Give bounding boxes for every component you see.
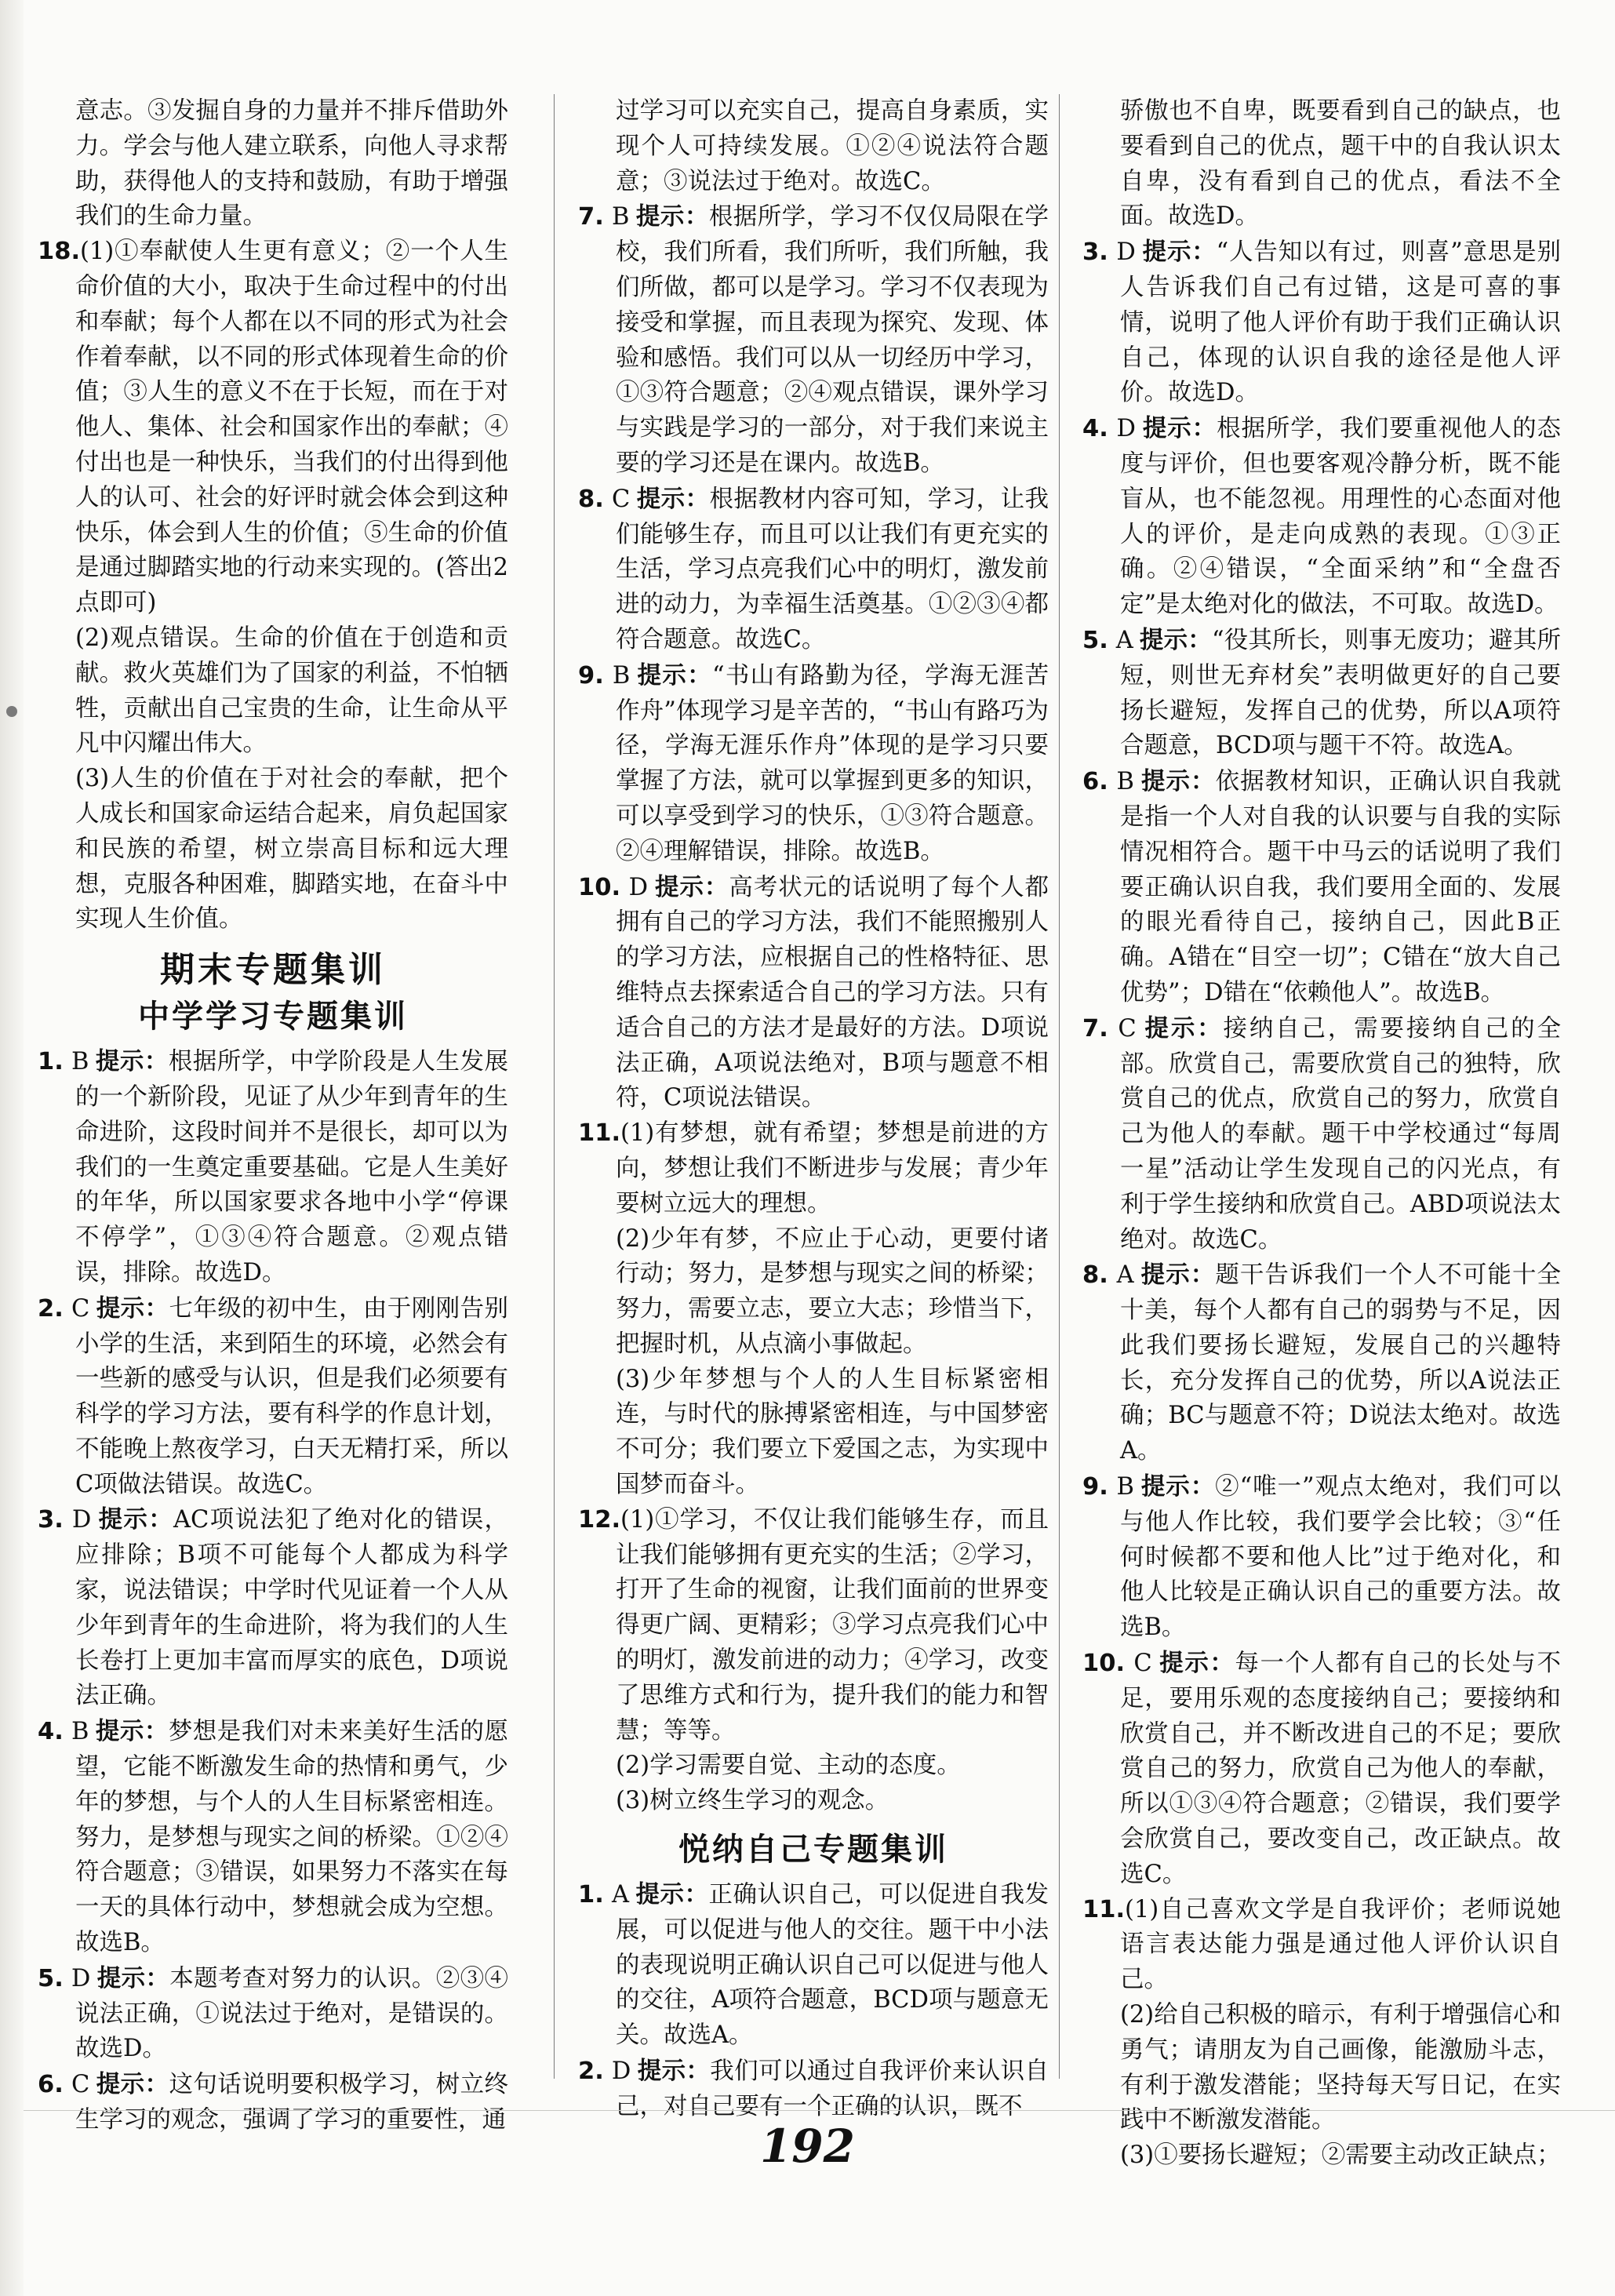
- subsection-title: 悦纳自己专题集训: [678, 1832, 948, 1868]
- answer-explanation: 题干告诉我们一个人不可能十全十美，每个人都有自己的弱势与不足，因此我们要扬长避短，发展自己的兴趣特长，充分发挥自己的优势，所以A说法正确；BC与题意不符；D说法太绝对。故选A。: [1120, 1261, 1562, 1465]
- answer-explanation: AC项说法犯了绝对化的错误，应排除；B项不可能每个人都成为科学家，说法错误；中学时代见证着一个人从少年到青年的生命进阶，将为我们的人生长卷打上更加丰富而厚实的底色，D项说法正确。: [75, 1506, 508, 1710]
- question-18: 18.(1)①奉献使人生更有意义；②一个人生命价值的大小，取决于生命过程中的付出和奉献；每个人都在以不同的形式为社会作着奉献，以不同的形式体现着生命的价值；③人生的意义不在于长短，而在于对他人、集体、社会和国家作出的奉献；④付出也是一种快乐，当我们的付出得到他人的认可、社会的好评时就会体会到这种快乐，体会到人生的价值；⑤生命的价值是通过脚踏实地的行动来实现的。(答出2点即可): [38, 238, 508, 617]
- answer-explanation: 高考状元的话说明了每个人都拥有自己的学习方法，我们不能照搬别人的学习方法，应根据自己的性格特征、思维特点去探索适合自己的学习方法。只有适合自己的方法才是最好的方法。D项说法正确，A项说法绝对，B项与题意不相符，C项说法错误。: [616, 873, 1049, 1112]
- continuation-text: 过学习可以充实自己，提高自身素质，实现个人可持续发展。①②④说法符合题意；③说法过于绝对。故选C。: [616, 97, 1049, 195]
- hint-label: 提示：: [1141, 238, 1217, 267]
- answer-explanation: 根据所学，中学阶段是人生发展的一个新阶段，见证了从少年到青年的生命进阶，这段时间并不是很长，却可以为我们的一生奠定重要基础。它是人生美好的年华，所以国家要求各地中小学“停课不停学”，①③④符合题意。②观点错误，排除。故选D。: [75, 1048, 508, 1286]
- question-number: 1.: [38, 1048, 64, 1076]
- answer-explanation: 七年级的初中生，由于刚刚告别小学的生活，来到陌生的环境，必然会有一些新的感受与认识，但是我们必须要有科学的学习方法，要有科学的作息计划，不能晚上熬夜学习，白天无精打采，所以C项做法错误。故选C。: [75, 1294, 509, 1498]
- question-number: 10.: [578, 873, 621, 901]
- answer-explanation: “书山有路勤为径，学海无涯苦作舟”体现学习是辛苦的，“书山有路巧为径，学海无涯乐作舟”体现的是学习只要掌握了方法，就可以掌握到更多的知识，可以享受到学习的快乐，①③符合题意。②④理解错误，排除。故选B。: [616, 661, 1049, 865]
- answer-letter: A: [1116, 1261, 1134, 1290]
- answer-list: [578, 199, 1049, 1116]
- answer-letter: D: [1116, 238, 1136, 267]
- hint-label: 提示：: [96, 1963, 170, 1992]
- answer-item: [1082, 235, 1561, 411]
- answer-item: [38, 1961, 508, 2067]
- answer-letter: D: [611, 2058, 631, 2086]
- question-12: 12.(1)①学习，不仅让我们能够生存，而且让我们能够拥有更充实的生活；②学习，打开了生命的视窗，让我们面前的世界变得更广阔、更精彩；③学习点亮我们心中的明灯，激发前进的动力；④学习，改变了思维方式和行为，提升我们的能力和智慧；等等。: [578, 1505, 1049, 1745]
- binding-gutter: [0, 0, 24, 2296]
- answer-explanation: 每一个人都有自己的长处与不足，要用乐观的态度接纳自己；要接纳和欣赏自己，并不断改进自己的不足；要欣赏自己的努力，欣赏自己为他人的奉献，所以①③④符合题意；②错误，我们要学会欣赏自己，要改变自己，改正缺点。故选C。: [1120, 1650, 1562, 1888]
- answer-letter: D: [71, 1964, 91, 1992]
- question-18-part-2: (2)观点错误。生命的价值在于创造和贡献。救火英雄们为了国家的利益，不怕牺牲，贡献出自己宝贵的生命，让生命从平凡中闪耀出伟大。: [75, 624, 508, 758]
- question-number: 2.: [38, 1294, 64, 1323]
- answer-list: [1082, 235, 1561, 1892]
- question-11-part-3: (3)少年梦想与个人的人生目标紧密相连，与时代的脉搏紧密相连，与中国梦密不可分；我们要立下爱国之志，为实现中国梦而奋斗。: [616, 1365, 1049, 1499]
- hint-label: 提示：: [1142, 1013, 1224, 1042]
- question-number: 5.: [38, 1964, 64, 1992]
- answer-item: [1082, 1011, 1561, 1258]
- answer-item: [38, 1714, 508, 1961]
- answer-explanation: 根据所学，学习不仅仅局限在学校，我们所看，我们所听，我们所触，我们所做，都可以是学习。学习不仅表现为接受和掌握，而且表现为探究、发现、体验和感悟。我们可以从一切经历中学习，①③符合题意；②④观点错误，课外学习与实践是学习的一部分，对于我们来说主要的学习还是在课内。故选B。: [616, 203, 1049, 477]
- hint-label: 提示：: [95, 1047, 169, 1076]
- question-number: 3.: [38, 1506, 64, 1534]
- column-2: [578, 94, 1049, 2125]
- hint-label: 提示：: [635, 202, 709, 231]
- question-number: 2.: [578, 2058, 604, 2086]
- hint-label: 提示：: [1140, 1261, 1216, 1290]
- answer-letter: B: [611, 203, 630, 231]
- question-number: 5.: [1082, 626, 1108, 654]
- answer-item: [578, 199, 1049, 481]
- question-12-part-3: (3)树立终生学习的观念。: [616, 1787, 889, 1815]
- answer-letter: B: [71, 1048, 89, 1076]
- question-number: 7.: [1082, 1014, 1108, 1042]
- answer-letter: D: [71, 1506, 92, 1534]
- question-11: 11.(1)有梦想，就有希望；梦想是前进的方向，梦想让我们不断进步与发展；青少年要树立远大的理想。: [578, 1119, 1049, 1217]
- hint-label: 提示：: [96, 1294, 169, 1323]
- answer-letter: C: [71, 1294, 90, 1323]
- answer-explanation: 本题考查对努力的认识。②③④说法正确，①说法过于绝对，是错误的。故选D。: [75, 1964, 509, 2063]
- answer-letter: B: [1116, 768, 1134, 796]
- answer-letter: B: [1116, 1473, 1134, 1501]
- hint-label: 提示：: [95, 1717, 169, 1746]
- answer-item: [578, 658, 1049, 870]
- answer-explanation: 根据教材内容可知，学习，让我们能够生存，而且可以让我们有更充实的生活，学习点亮我们心中的明灯，激发前进的动力，为幸福生活奠基。①②③④都符合题意。故选C。: [616, 485, 1049, 653]
- question-number: 8.: [578, 485, 604, 513]
- question-11: 11.(1)自己喜欢文学是自我评价；老师说她语言表达能力强是通过他人评价认识自己。: [1082, 1895, 1561, 1994]
- answer-letter: C: [71, 2071, 90, 2099]
- answer-explanation: 依据教材知识，正确认识自我就是指一个人对自我的认识要与自我的实际情况相符合。题干中马云的话说明了我们要正确认识自我，我们要用全面的、发展的眼光看待自己，接纳自己，因此B正确。A错在“目空一切”；C错在“放大自己优势”；D错在“依赖他人”。故选B。: [1120, 768, 1561, 1006]
- question-number: 7.: [578, 203, 604, 231]
- column-3: [1082, 94, 1561, 2174]
- hint-label: 提示：: [1140, 767, 1216, 796]
- question-number: 10.: [1082, 1650, 1126, 1678]
- answer-explanation: 接纳自己，需要接纳自己的全部。欣赏自己，需要欣赏自己的独特，欣赏自己的优点，欣赏自己的努力，欣赏自己为他人的奉献。题干中学校通过“每周一星”活动让学生发现自己的闪光点，有利于学生接纳和欣赏自己。ABD项说法太绝对。故选C。: [1120, 1014, 1561, 1254]
- question-12-part-2: (2)学习需要自觉、主动的态度。: [616, 1752, 961, 1780]
- column-1: [38, 94, 508, 2138]
- question-11-part-2: (2)给自己积极的暗示，有利于增强信心和勇气；请朋友为自己画像，能激励斗志，有利于激发潜能；坚持每天写日记，在实践中不断激发潜能。: [1120, 2001, 1561, 2134]
- answer-item: [38, 1502, 508, 1714]
- answer-item: [1082, 411, 1561, 623]
- subsection-title: 中学学习专题集训: [138, 999, 408, 1035]
- hint-label: 提示：: [1158, 1649, 1235, 1678]
- answer-item: [38, 1291, 508, 1503]
- column-divider: [554, 94, 555, 2079]
- hint-label: 提示：: [96, 2070, 169, 2099]
- question-number: 4.: [1082, 415, 1108, 443]
- answer-explanation: 正确认识自己，可以促进自我发展，可以促进与他人的交往。题干中小法的表现说明正确认识自己可以促进与他人的交往，A项符合题意，BCD项与题意无关。故选A。: [616, 1881, 1049, 2050]
- question-number: 6.: [38, 2071, 64, 2099]
- answer-explanation: “人告知以有过，则喜”意思是别人告诉我们自己有过错，这是可喜的事情，说明了他人评价有助于我们正确认识自己，体现的认识自我的途径是他人评价。故选D。: [1120, 238, 1562, 407]
- question-18-part-3: (3)人生的价值在于对社会的奉献，把个人成长和国家命运结合起来，肩负起国家和民族的希望，树立崇高目标和远大理想，克服各种困难，脚踏实地，在奋斗中实现人生价值。: [75, 765, 508, 933]
- hint-label: 提示：: [97, 1505, 173, 1534]
- question-number: 4.: [38, 1718, 64, 1746]
- section-title: 期末专题集训: [160, 950, 386, 991]
- answer-item: [578, 1877, 1049, 2054]
- answer-item: [1082, 1257, 1561, 1469]
- question-11-part-3: (3)①要扬长避短；②需要主动改正缺点；: [1120, 2141, 1561, 2170]
- answer-item: [1082, 1469, 1561, 1646]
- answer-list: [578, 1877, 1049, 2125]
- hint-label: 提示：: [1139, 625, 1212, 654]
- column-divider: [1059, 94, 1060, 2079]
- answer-explanation: 根据所学，我们要重视他人的态度与评价，但也要客观冷静分析，既不能盲从，也不能忽视。用理性的心态面对他人的评价，是走向成熟的表现。①③正确。②④错误，“全面采纳”和“全盘否定”是太绝对化的做法，不可取。故选D。: [1120, 415, 1562, 619]
- hint-label: 提示：: [636, 484, 710, 513]
- answer-explanation: 梦想是我们对未来美好生活的愿望，它能不断激发生命的热情和勇气，少年的梦想，与个人的人生目标紧密相连。努力，是梦想与现实之间的桥梁。①②④符合题意；③错误，如果努力不落实在每一天的具体行动中，梦想就会成为空想。故选B。: [75, 1718, 508, 1957]
- answer-item: [578, 482, 1049, 658]
- answer-letter: D: [1116, 415, 1136, 443]
- hint-label: 提示：: [1140, 1472, 1216, 1501]
- answer-explanation: 这句话说明要积极学习，树立终生学习的观念，强调了学习的重要性，通: [75, 2071, 509, 2134]
- continuation-text: 意志。③发掘自身的力量并不排斥借助外力。学会与他人建立联系，向他人寻求帮助，获得他人的支持和鼓励，有助于增强我们的生命力量。: [75, 97, 508, 231]
- question-number: 8.: [1082, 1261, 1108, 1290]
- question-number: 9.: [1082, 1473, 1108, 1501]
- answer-explanation: ②“唯一”观点太绝对，我们可以与他人作比较，我们要学会比较；③“任何时候都不要和他人比”过于绝对化，和他人比较是正确认识自己的重要方法。故选B。: [1120, 1473, 1561, 1642]
- answer-letter: D: [628, 873, 649, 901]
- hint-label: 提示：: [637, 2057, 711, 2086]
- answer-letter: B: [612, 661, 631, 690]
- hint-label: 提示：: [636, 660, 712, 690]
- answer-item: [1082, 623, 1561, 764]
- answer-item: [38, 1044, 508, 1291]
- continuation-text: 骄傲也不自卑，既要看到自己的缺点，也要看到自己的优点，题干中的自我认识太自卑，没有看到自己的优点，看法不全面。故选D。: [1120, 97, 1561, 231]
- question-number: 9.: [578, 661, 604, 690]
- page-number: 192: [759, 2120, 856, 2173]
- question-11-part-2: (2)少年有梦，不应止于心动，更要付诸行动；努力，是梦想与现实之间的桥梁；努力，需要立志，要立大志；珍惜当下，把握时机，从点滴小事做起。: [616, 1224, 1049, 1358]
- answer-item: [578, 2054, 1049, 2125]
- answer-item: [1082, 1646, 1561, 1893]
- answer-list: [38, 1044, 508, 2138]
- answer-letter: A: [1115, 626, 1133, 654]
- binding-mark: [6, 706, 17, 717]
- hint-label: 提示：: [654, 872, 729, 901]
- answer-letter: A: [612, 1881, 630, 1909]
- answer-explanation: “役其所长，则事无废功；避其所短，则世无弃材矣”表明做更好的自己要扬长避短，发挥自己的优势，所以A项符合题意，BCD项与题干不符。故选A。: [1120, 626, 1562, 760]
- question-number: 3.: [1082, 238, 1108, 267]
- answer-letter: C: [611, 485, 631, 513]
- question-number: 1.: [578, 1881, 604, 1909]
- answer-letter: C: [1133, 1650, 1152, 1678]
- answer-explanation: 我们可以通过自我评价来认识自己，对自己要有一个正确的认识，既不: [616, 2058, 1049, 2120]
- question-number: 6.: [1082, 768, 1108, 796]
- answer-letter: C: [1118, 1014, 1137, 1042]
- answer-item: [1082, 764, 1561, 1011]
- hint-label: 提示：: [1141, 414, 1217, 443]
- footer-rule: [24, 2110, 1615, 2111]
- answer-letter: B: [71, 1718, 89, 1746]
- hint-label: 提示：: [635, 1880, 709, 1909]
- answer-item: [578, 870, 1049, 1117]
